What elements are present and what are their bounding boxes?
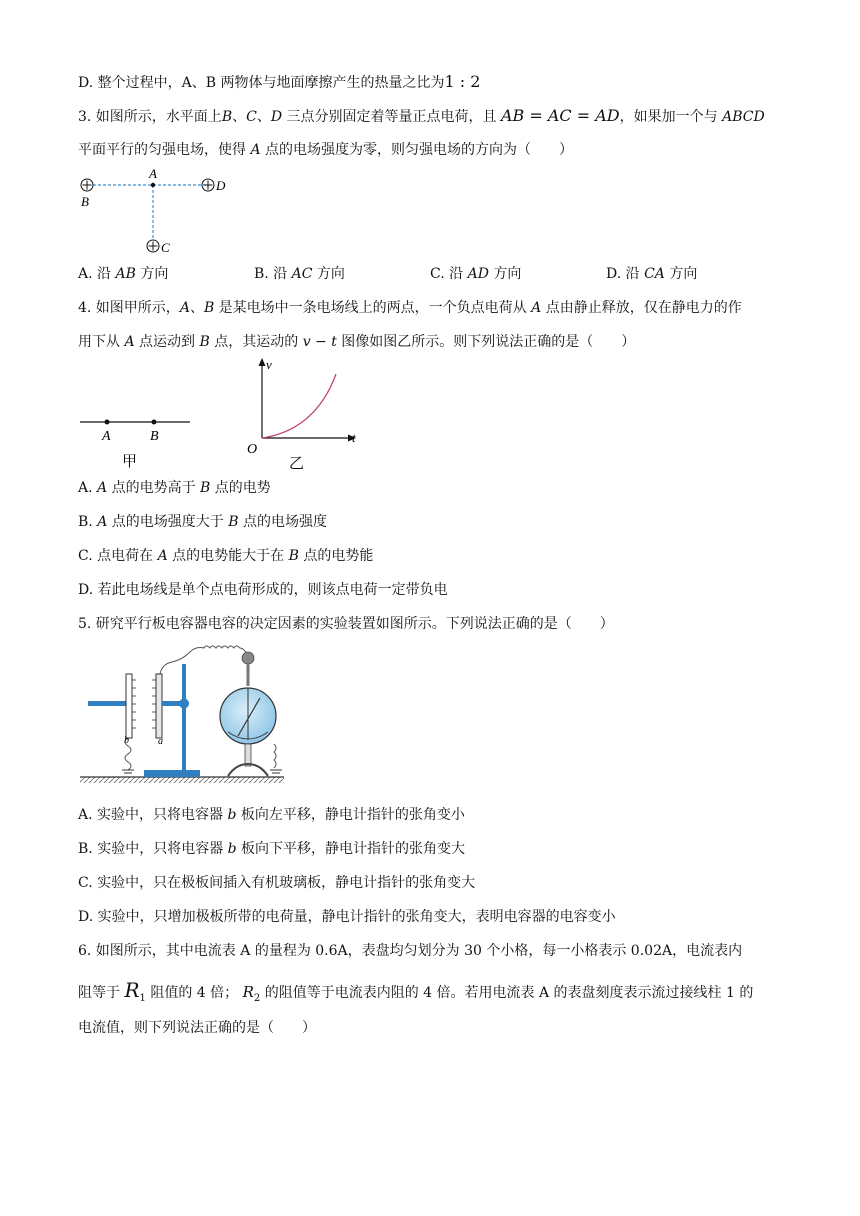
- q4-point-a: [105, 420, 110, 425]
- q5-option-d: D. 实验中，只增加极板所带的电荷量，静电计指针的张角变大，表明电容器的电容变小: [78, 909, 616, 925]
- q4-label-b: B: [150, 429, 159, 444]
- q3-option-b: B. 沿 AC 方向: [254, 266, 345, 282]
- q4-v-axis-arrow: [259, 358, 266, 366]
- q4-stem-line2: 用下从 A 点运动到 B 点，其运动的 v − t 图像如图乙所示。则下列说法正确的是（ ）: [78, 334, 636, 350]
- q5-electroscope-rod: [247, 664, 250, 686]
- q5-plate-a-ticks: [152, 680, 156, 728]
- q5-option-a: A. 实验中，只将电容器 b 板向左平移，静电计指针的张角变小: [78, 807, 465, 823]
- q3-point-a: [151, 183, 155, 187]
- q5-plate-b-ticks: [132, 680, 136, 728]
- q3-option-d: D. 沿 CA 方向: [606, 266, 698, 282]
- q5-label-a: a: [158, 736, 163, 747]
- q4-option-b: B. A 点的电场强度大于 B 点的电场强度: [78, 514, 327, 530]
- q6-stem-line3: 电流值，则下列说法正确的是（ ）: [78, 1020, 316, 1036]
- q5-electroscope-knob: [242, 652, 254, 664]
- q3-charge-figure: [76, 168, 246, 260]
- q3-label-b: B: [81, 194, 89, 209]
- q5-option-c: C. 实验中，只在极板间插入有机玻璃板，静电计指针的张角变大: [78, 875, 476, 891]
- q5-electroscope-post: [245, 744, 251, 766]
- q4-stem-line1: 4. 如图甲所示，A、B 是某电场中一条电场线上的两点，一个负点电荷从 A 点由静止释放，仅在静电力的作: [78, 300, 742, 316]
- q3-label-a: A: [149, 166, 157, 181]
- q3-label-d: D: [216, 178, 226, 193]
- q4-axis-t-label: t: [352, 430, 356, 445]
- q3-option-c: C. 沿 AD 方向: [430, 266, 522, 282]
- q4-option-c: C. 点电荷在 A 点的电势能大于在 B 点的电势能: [78, 548, 374, 564]
- q5-connecting-wire: [160, 646, 248, 674]
- q5-stand-rod: [182, 664, 186, 770]
- q3-option-a: A. 沿 AB 方向: [78, 266, 169, 282]
- q3-positive-charge-d: [202, 179, 214, 191]
- q4-figure-jia: [78, 406, 198, 468]
- q5-capacitor-apparatus-figure: [78, 644, 290, 786]
- q5-stem: 5. 研究平行板电容器电容的决定因素的实验装置如图所示。下列说法正确的是（ ）: [78, 616, 614, 632]
- q4-caption-yi: 乙: [289, 456, 305, 472]
- q5-plate-b-arm: [88, 701, 126, 706]
- q5-option-b: B. 实验中，只将电容器 b 板向下平移，静电计指针的张角变大: [78, 841, 466, 857]
- q3-stem-line2: 平面平行的匀强电场，使得 A 点的电场强度为零，则匀强电场的方向为（ ）: [78, 142, 574, 158]
- q5-ground-wire-electroscope: [274, 744, 276, 768]
- q4-caption-jia: 甲: [122, 454, 138, 470]
- q4-point-b: [152, 420, 157, 425]
- q4-option-d: D. 若此电场线是单个点电荷形成的，则该点电荷一定带负电: [78, 582, 448, 598]
- q5-plate-b: [126, 674, 132, 738]
- q5-stand-base: [144, 770, 200, 777]
- q4-velocity-curve: [262, 374, 336, 438]
- q4-figure-yi-vt-graph: [240, 356, 370, 474]
- q6-stem-line1: 6. 如图所示，其中电流表 A 的量程为 0.6A，表盘均匀划分为 30 个小格，每一小格表示 0.02A，电流表内: [78, 943, 743, 959]
- q3-stem-line1: 3. 如图所示，水平面上B、C、D 三点分别固定着等量正点电荷，且 AB = AC = AD，如果加一个与 ABCD: [78, 106, 765, 125]
- q5-label-b: b: [124, 735, 129, 746]
- q5-ground-hatch: [80, 777, 284, 783]
- q4-origin-label: O: [247, 442, 258, 457]
- q4-axis-v-label: v: [266, 357, 272, 372]
- q3-label-c: C: [161, 240, 170, 255]
- q4-option-a: A. A 点的电势高于 B 点的电势: [78, 480, 271, 496]
- q6-stem-line2: 阻等于 $R_1$ 阻值的 4 倍； $R_2$ 的阻值等于电流表内阻的 4 倍。若用电流表 A 的表盘刻度表示流过接线柱 1 的: [78, 978, 754, 1004]
- q3-positive-charge-c: [147, 240, 159, 252]
- q2-option-d: D. 整个过程中，A、B 两物体与地面摩擦产生的热量之比为1 : 2: [78, 72, 481, 91]
- q3-positive-charge-b: [81, 179, 93, 191]
- q5-plate-a: [156, 674, 162, 738]
- q4-label-a: A: [102, 429, 111, 444]
